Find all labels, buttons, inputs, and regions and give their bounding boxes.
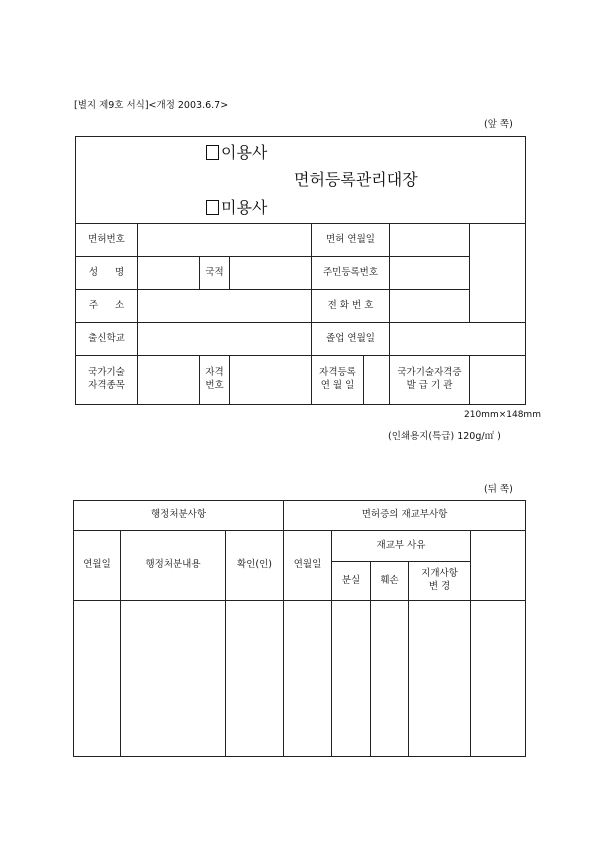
header-reissue-reason: 재교부 사유 (332, 531, 471, 562)
label-graduation-date: 졸업 연월일 (312, 323, 390, 356)
back-side-label: (뒤 쪽) (484, 484, 513, 495)
header-reason-damaged: 훼손 (371, 562, 409, 601)
label-license-date: 면허 연월일 (312, 224, 390, 257)
body-reason-damaged[interactable] (371, 601, 409, 757)
checkbox-square-icon[interactable] (206, 145, 219, 160)
body-reissue-extra[interactable] (471, 601, 526, 757)
field-license-date[interactable] (390, 224, 470, 257)
field-address[interactable] (138, 290, 312, 323)
label-name: 성 명 (76, 257, 138, 290)
label-qualification-type: 국가기술 자격종목 (76, 356, 138, 405)
field-phone[interactable] (390, 290, 470, 323)
header-reissue-extra (471, 531, 526, 601)
front-side-label: (앞 쪽) (484, 119, 513, 130)
field-issuing-agency[interactable] (470, 356, 526, 405)
title-cell (76, 137, 526, 224)
header-reissue-date: 연월일 (284, 531, 332, 601)
label-issuing-agency: 국가기술자격증 발 급 기 관 (390, 356, 470, 405)
label-qualification-date: 자격등록 연 월 일 (312, 356, 364, 405)
header-admin-confirm: 확인(인) (226, 531, 284, 601)
front-form-table (75, 136, 526, 405)
header-reason-lost: 분실 (332, 562, 371, 601)
checkbox-square-icon[interactable] (206, 200, 219, 215)
label-school: 출신학교 (76, 323, 138, 356)
field-qualification-number[interactable] (230, 356, 312, 405)
field-name[interactable] (138, 257, 200, 290)
title-main: 면허등록관리대장 (294, 170, 418, 189)
body-admin-confirm[interactable] (226, 601, 284, 757)
field-license-number[interactable] (138, 224, 312, 257)
label-resident-number: 주민등록번호 (312, 257, 390, 290)
section-reissue: 면허증의 재교부사항 (284, 501, 526, 531)
label-address: 주 소 (76, 290, 138, 323)
field-resident-number[interactable] (390, 257, 470, 290)
back-form-table (73, 500, 526, 757)
body-admin-date[interactable] (74, 601, 121, 757)
body-admin-content[interactable] (121, 601, 226, 757)
header-admin-content: 행정처분내용 (121, 531, 226, 601)
field-school[interactable] (138, 323, 312, 356)
header-reason-change: 지개사항 변 경 (409, 562, 471, 601)
title-option-barber: 이용사 (206, 145, 267, 161)
section-admin-actions: 행정처분사항 (74, 501, 284, 531)
field-qualification-type[interactable] (138, 356, 200, 405)
label-license-number: 면허번호 (76, 224, 138, 257)
body-reason-lost[interactable] (332, 601, 371, 757)
photo-area (470, 224, 526, 323)
size-note: 210mm×148mm (464, 410, 541, 420)
field-qualification-date[interactable] (364, 356, 390, 405)
label-qualification-number: 자격 번호 (200, 356, 230, 405)
form-number: [별지 제9호 서식]<개정 2003.6.7> (74, 100, 229, 111)
field-nationality[interactable] (230, 257, 312, 290)
body-reason-change[interactable] (409, 601, 471, 757)
paper-note: (인쇄용지(특급) 120g/㎡ ) (388, 431, 501, 442)
header-admin-date: 연월일 (74, 531, 121, 601)
label-nationality: 국적 (200, 257, 230, 290)
label-phone: 전 화 번 호 (312, 290, 390, 323)
title-option-beautician: 미용사 (206, 200, 267, 216)
field-graduation-date[interactable] (390, 323, 526, 356)
body-reissue-date[interactable] (284, 601, 332, 757)
